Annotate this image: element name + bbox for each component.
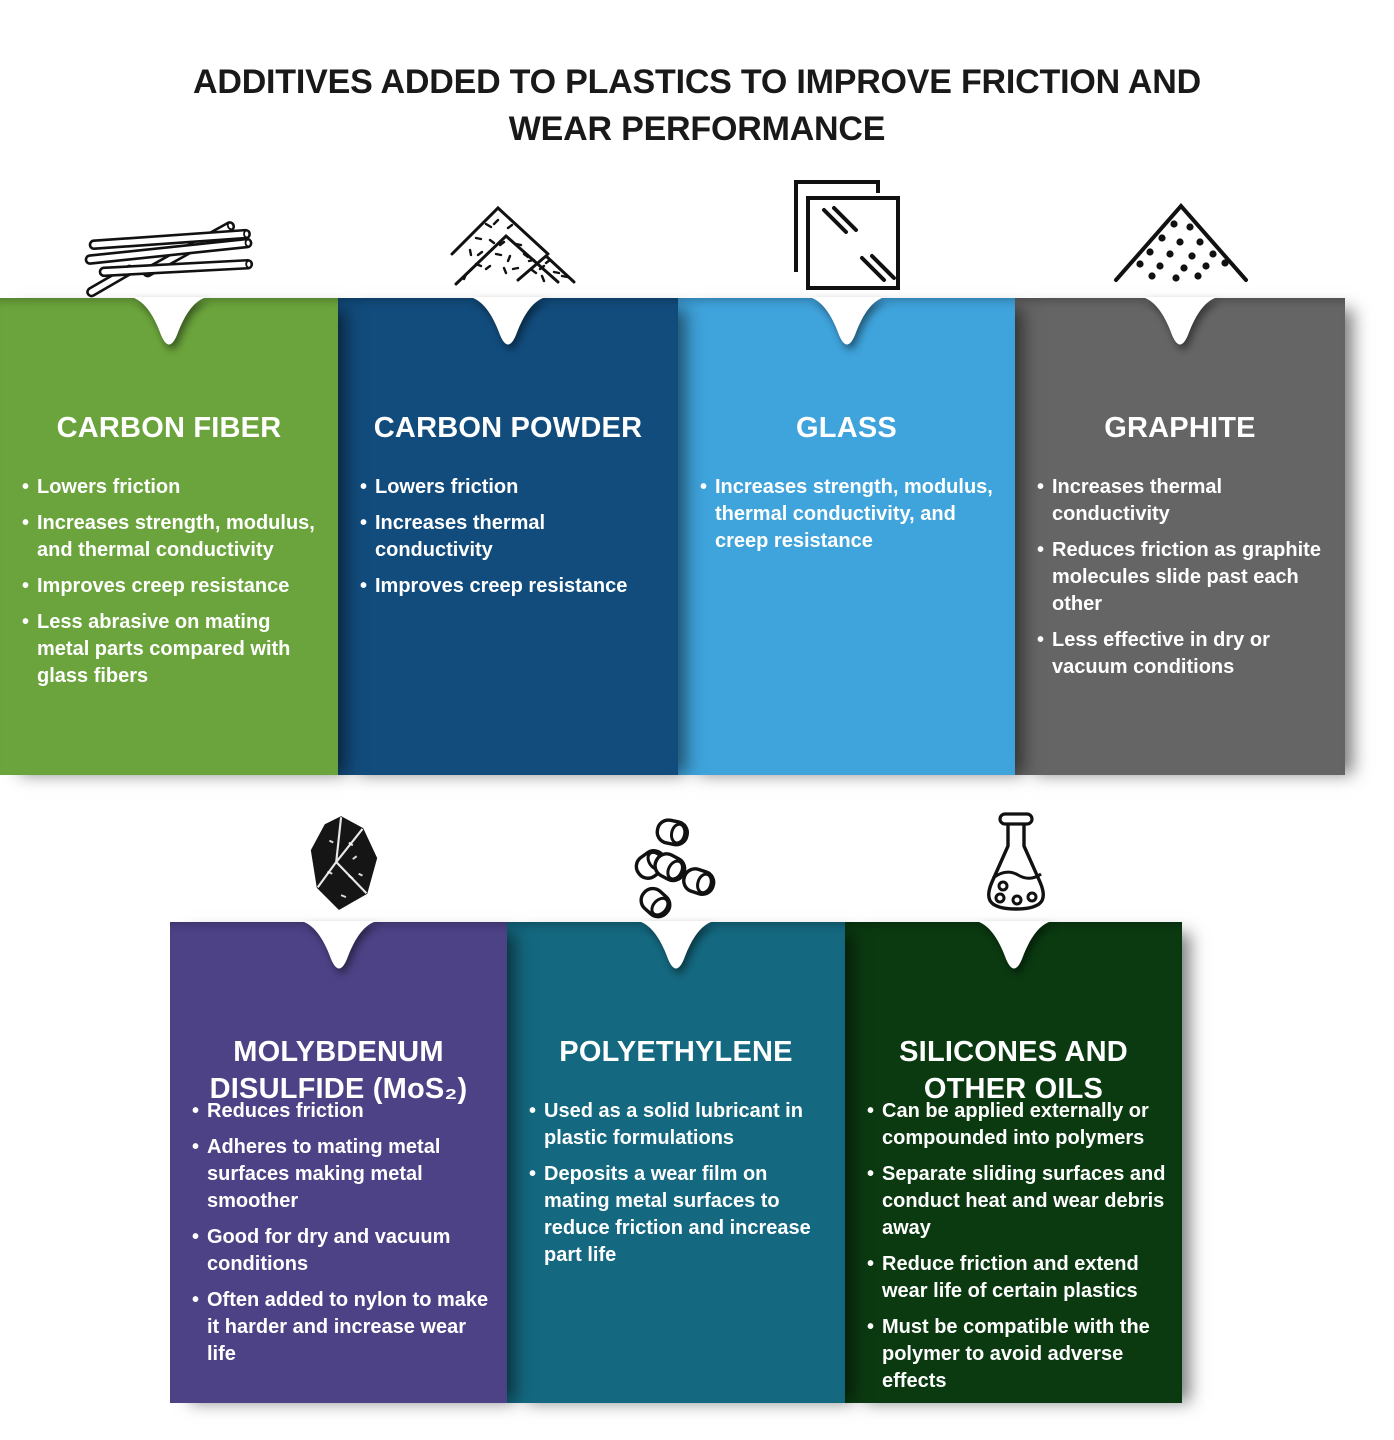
bullet-item: • Less effective in dry or vacuum conditions (1037, 627, 1333, 681)
bullet-list (170, 1098, 507, 1368)
bullet-item: • Increases strength, modulus, thermal conductivity, and creep resistance (700, 474, 1003, 555)
bullet-item: • Good for dry and vacuum conditions (192, 1224, 495, 1278)
page-title-line1: ADDITIVES ADDED TO PLASTICS TO IMPROVE FRICTION AND (193, 62, 1201, 101)
card-title: SILICONES AND OTHER OILS (899, 1036, 1128, 1106)
bullet-item: • Lowers friction (22, 474, 326, 501)
card-polyethylene (507, 922, 845, 1403)
card-carbon-fiber (0, 298, 338, 775)
bullet-list (678, 474, 1015, 555)
card-glass (678, 298, 1015, 775)
bullet-item: • Less abrasive on mating metal parts compared with glass fibers (22, 609, 326, 690)
notch-cutout (470, 297, 546, 355)
bullet-item: • Adheres to mating metal surfaces making metal smoother (192, 1134, 495, 1215)
bullet-list (338, 474, 678, 600)
bullet-item: • Improves creep resistance (22, 573, 326, 600)
bullet-item: • Increases strength, modulus, and thermal conductivity (22, 510, 326, 564)
card-silicones-oils (845, 922, 1182, 1403)
notch-cutout (131, 297, 207, 355)
bullet-item: • Reduces friction as graphite molecules slide past each other (1037, 537, 1333, 618)
bullet-item: • Often added to nylon to make it harder and increase wear life (192, 1287, 495, 1368)
bullet-list (1015, 474, 1345, 681)
bullet-list (507, 1098, 845, 1269)
card-molybdenum-disulfide (170, 922, 507, 1403)
bullet-item: • Reduce friction and extend wear life of certain plastics (867, 1251, 1170, 1305)
card-title: CARBON POWDER (373, 412, 643, 445)
page-title-line2: WEAR PERFORMANCE (508, 109, 886, 148)
bullet-item: • Can be applied externally or compounded into polymers (867, 1098, 1170, 1152)
bullet-item: • Increases thermal conductivity (1037, 474, 1333, 528)
card-title: GRAPHITE (1104, 412, 1256, 445)
bullet-item: • Increases thermal conductivity (360, 510, 666, 564)
notch-cutout (638, 921, 714, 979)
bullet-list (0, 474, 338, 690)
card-carbon-powder (338, 298, 678, 775)
bullet-item: • Used as a solid lubricant in plastic formulations (529, 1098, 833, 1152)
glass-panes-icon (790, 176, 902, 297)
graphite-powder-icon (1112, 200, 1250, 291)
bullet-list (845, 1098, 1182, 1395)
chemistry-flask-icon (980, 812, 1052, 919)
card-title: POLYETHYLENE (559, 1036, 793, 1069)
bullet-item: • Separate sliding surfaces and conduct heat and wear debris away (867, 1161, 1170, 1242)
mineral-rock-icon (306, 812, 382, 919)
page-title (0, 59, 1394, 153)
bullet-item: • Lowers friction (360, 474, 666, 501)
card-title: MOLYBDENUM DISULFIDE (MoS₂) (209, 1036, 468, 1106)
bullet-item: • Reduces friction (192, 1098, 495, 1125)
bullet-item: • Must be compatible with the polymer to avoid adverse effects (867, 1314, 1170, 1395)
notch-cutout (301, 921, 377, 979)
card-title: CARBON FIBER (56, 412, 282, 445)
notch-cutout (976, 921, 1052, 979)
notch-cutout (809, 297, 885, 355)
card-graphite (1015, 298, 1345, 775)
card-title: GLASS (796, 412, 897, 445)
powder-piles-icon (446, 196, 578, 295)
bullet-item: • Deposits a wear film on mating metal surfaces to reduce friction and increase part life (529, 1161, 833, 1269)
bullet-item: • Improves creep resistance (360, 573, 666, 600)
carbon-fiber-rods-icon (84, 212, 260, 305)
plastic-pellets-icon (632, 816, 724, 929)
notch-cutout (1142, 297, 1218, 355)
